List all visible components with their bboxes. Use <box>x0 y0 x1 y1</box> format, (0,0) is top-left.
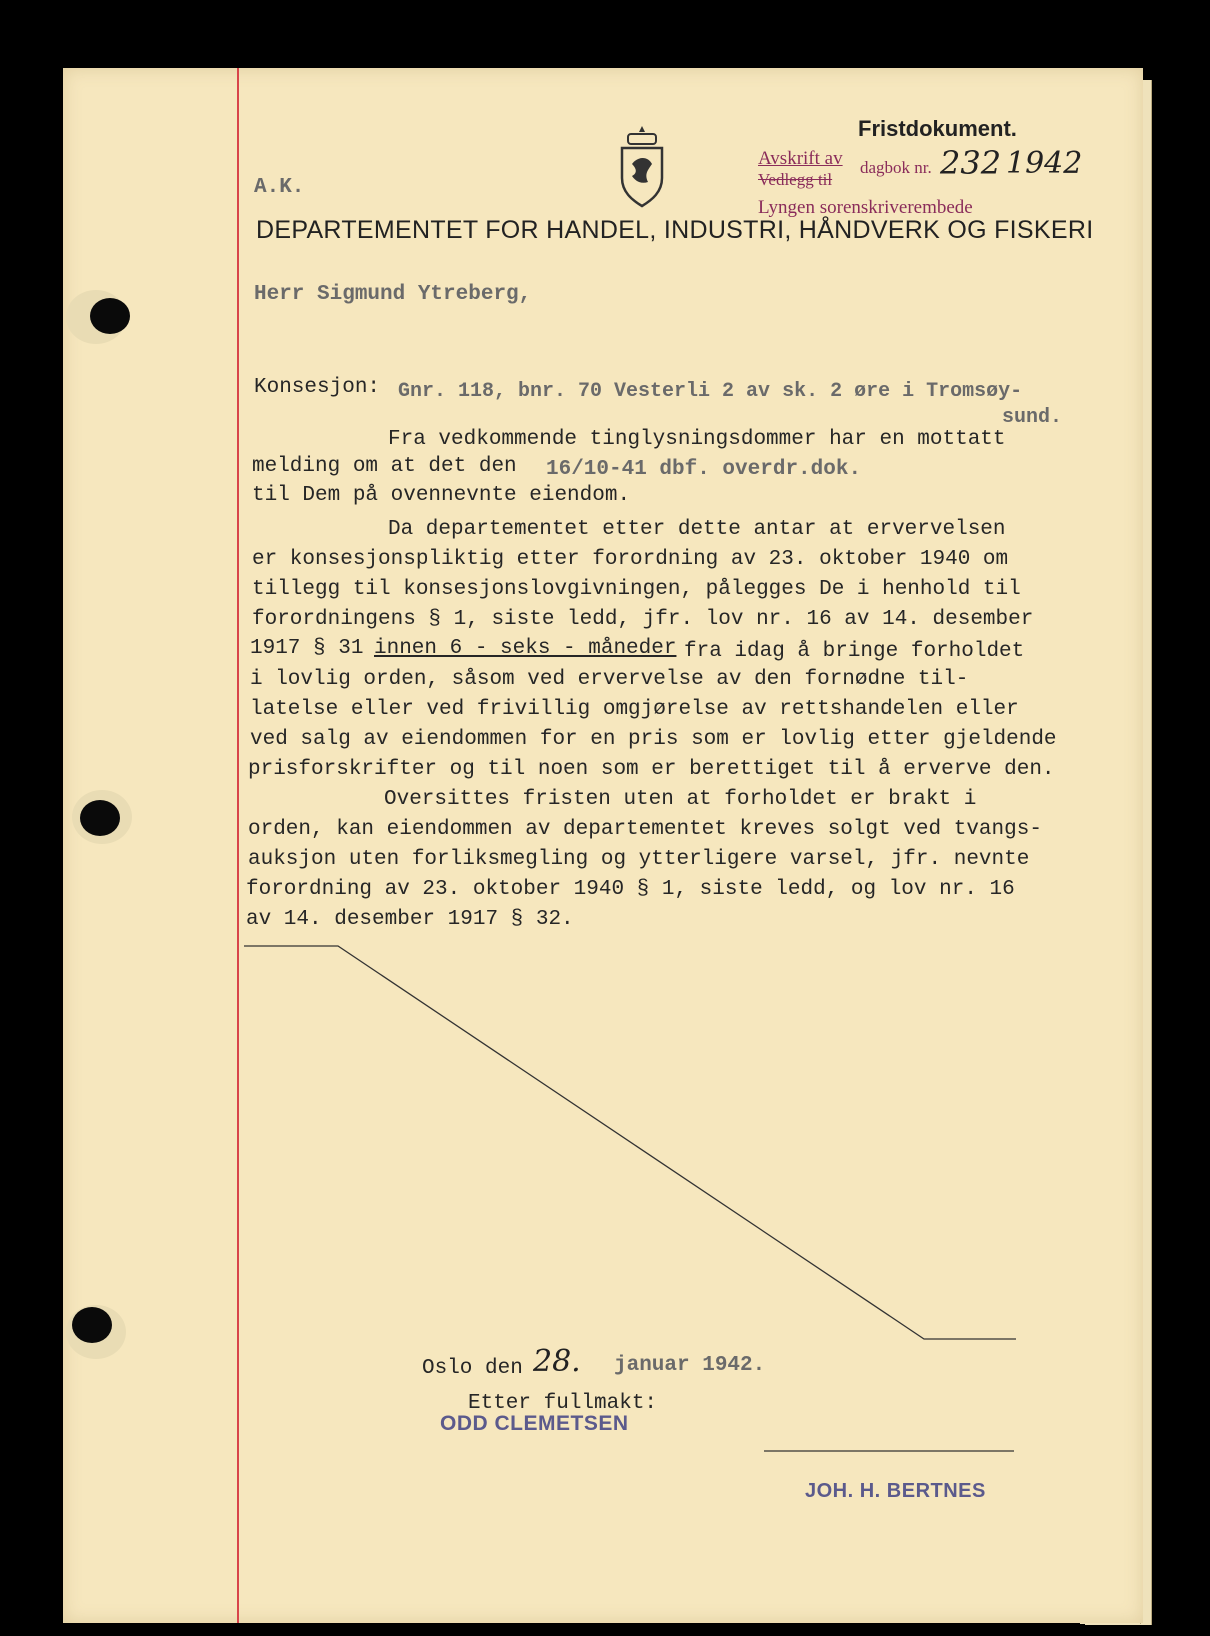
body-line: Oversittes fristen uten at forholdet er brakt i <box>384 788 977 811</box>
body-line: av 14. desember 1917 § 32. <box>246 908 574 931</box>
signature-authority: Etter fullmakt: <box>468 1392 658 1415</box>
signature-day: 28. <box>533 1344 581 1379</box>
body-line: i lovlig orden, såsom ved ervervelse av den fornødne til- <box>250 668 969 691</box>
body-line: latelse eller ved frivillig omgjørelse av rettshandelen eller <box>250 698 1019 721</box>
body-line: orden, kan eiendommen av departementet kreves solgt ved tvangs- <box>248 818 1042 841</box>
body-line: melding om at det den <box>252 455 517 478</box>
body-line: forordningens § 1, siste ledd, jfr. lov nr. 16 av 14. desember <box>252 608 1034 631</box>
ak-label: A.K. <box>254 176 305 199</box>
stamp-year: 1942 <box>1006 146 1083 181</box>
fristdokument-label: Fristdokument. <box>858 116 1017 141</box>
body-line: prisforskrifter og til noen som er berettiget til å erverve den. <box>248 758 1055 781</box>
body-line: auksjon uten forliksmegling og ytterligere varsel, jfr. nevnte <box>248 848 1030 871</box>
body-line-deadline: innen 6 - seks - måneder <box>374 637 677 660</box>
stamp-vedlegg: Vedlegg til <box>758 170 833 189</box>
department-heading: DEPARTEMENTET FOR HANDEL, INDUSTRI, HÅNDVERK OG FISKERI <box>256 216 1094 244</box>
stamp-dagbok: dagbok nr. <box>860 158 932 177</box>
body-line: 1917 § 31 <box>250 637 364 660</box>
subject-label: Konsesjon: <box>254 376 381 399</box>
recipient: Herr Sigmund Ytreberg, <box>254 283 532 306</box>
body-line: tillegg til konsesjonslovgivningen, pålegges De i henhold til <box>252 578 1021 601</box>
stamp-number: 232 <box>940 144 1002 182</box>
body-line: er konsesjonspliktig etter forordning av 23. oktober 1940 om <box>252 548 1009 571</box>
body-line: forordning av 23. oktober 1940 § 1, siste ledd, og lov nr. 16 <box>246 878 1015 901</box>
subject-text-cont: sund. <box>1002 406 1063 429</box>
signer-stamp-1: ODD CLEMETSEN <box>440 1412 629 1435</box>
body-line: Fra vedkommende tinglysningsdommer har en mottatt <box>388 428 1006 451</box>
body-line-filled: 16/10-41 dbf. overdr.dok. <box>546 458 862 481</box>
stamp-avskrift: Avskrift av <box>758 148 843 169</box>
signature-place: Oslo den <box>422 1357 523 1380</box>
body-line: fra idag å bringe forholdet <box>684 640 1025 663</box>
body-line: til Dem på ovennevnte eiendom. <box>252 484 631 507</box>
stamp-office: Lyngen sorenskriverembede <box>758 197 973 218</box>
subject-text: Gnr. 118, bnr. 70 Vesterli 2 av sk. 2 øre i Tromsøy- <box>398 380 1023 403</box>
body-line: Da departementet etter dette antar at ervervelsen <box>388 518 1006 541</box>
body-line: ved salg av eiendommen for en pris som er lovlig etter gjeldende <box>250 728 1057 751</box>
signer-stamp-2: JOH. H. BERTNES <box>805 1480 986 1502</box>
signature-month-year: januar 1942. <box>614 1354 766 1377</box>
